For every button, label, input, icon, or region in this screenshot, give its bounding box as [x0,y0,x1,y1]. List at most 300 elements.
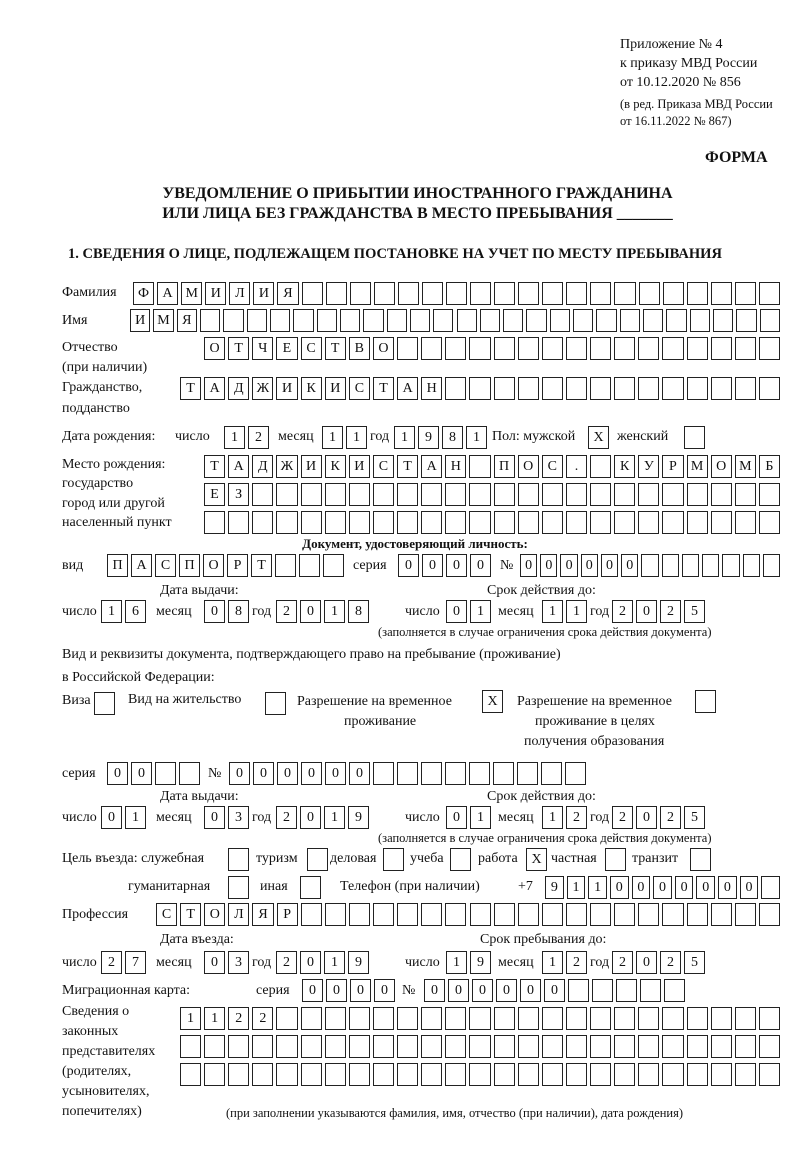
char-cell[interactable] [702,554,719,577]
char-cell[interactable] [397,483,418,506]
char-cell[interactable] [638,903,659,926]
char-cell[interactable] [252,511,273,534]
char-cell[interactable] [518,377,539,400]
char-cell[interactable] [566,1007,587,1030]
char-cell[interactable]: 1 [125,806,146,829]
char-cell[interactable] [397,762,418,785]
char-cell[interactable] [421,1063,442,1086]
char-cell[interactable]: 0 [398,554,419,577]
char-cell[interactable]: 1 [324,806,345,829]
char-cell[interactable] [494,282,515,305]
char-cell[interactable] [542,1007,563,1030]
char-cell[interactable] [493,762,514,785]
char-cell[interactable] [743,554,760,577]
char-cell[interactable] [397,511,418,534]
char-cell[interactable] [518,1063,539,1086]
reps-line2-cells[interactable] [180,1035,783,1058]
char-cell[interactable]: 5 [684,951,705,974]
char-cell[interactable] [566,282,587,305]
char-cell[interactable] [614,1035,635,1058]
char-cell[interactable] [445,483,466,506]
char-cell[interactable]: М [687,455,708,478]
char-cell[interactable] [299,554,320,577]
char-cell[interactable] [179,762,200,785]
char-cell[interactable]: 0 [470,554,491,577]
char-cell[interactable] [662,1035,683,1058]
char-cell[interactable] [276,511,297,534]
char-cell[interactable]: 2 [248,426,269,449]
char-cell[interactable]: 0 [131,762,152,785]
char-cell[interactable]: А [204,377,225,400]
char-cell[interactable] [711,377,732,400]
char-cell[interactable]: 0 [446,554,467,577]
trp-edu-checkbox[interactable] [695,690,716,713]
char-cell[interactable]: Ж [276,455,297,478]
char-cell[interactable] [542,483,563,506]
char-cell[interactable] [590,282,611,305]
char-cell[interactable] [387,309,407,332]
char-cell[interactable] [494,1035,515,1058]
char-cell[interactable] [480,309,500,332]
char-cell[interactable] [639,282,660,305]
char-cell[interactable]: 0 [653,876,672,899]
char-cell[interactable] [518,483,539,506]
char-cell[interactable]: П [179,554,200,577]
char-cell[interactable] [422,282,443,305]
char-cell[interactable]: 5 [684,806,705,829]
char-cell[interactable] [565,762,586,785]
char-cell[interactable]: 8 [348,600,369,623]
char-cell[interactable] [469,1035,490,1058]
char-cell[interactable]: И [349,455,370,478]
char-cell[interactable]: 0 [496,979,517,1002]
residence-permit-checkbox[interactable] [265,692,286,715]
stay-issue-month-cells[interactable] [204,806,252,829]
char-cell[interactable] [373,1063,394,1086]
char-cell[interactable] [204,1035,225,1058]
char-cell[interactable] [566,511,587,534]
char-cell[interactable]: Я [252,903,273,926]
char-cell[interactable]: И [205,282,226,305]
char-cell[interactable] [301,1007,322,1030]
visa-checkbox[interactable] [94,692,115,715]
char-cell[interactable]: К [325,455,346,478]
char-cell[interactable]: 0 [448,979,469,1002]
id-valid-year-cells[interactable] [612,600,708,623]
char-cell[interactable] [687,1063,708,1086]
char-cell[interactable] [445,511,466,534]
char-cell[interactable] [590,337,611,360]
char-cell[interactable] [662,903,683,926]
char-cell[interactable]: 0 [253,762,274,785]
char-cell[interactable] [363,309,383,332]
char-cell[interactable] [374,282,395,305]
name-cells[interactable] [130,309,783,332]
char-cell[interactable] [469,337,490,360]
char-cell[interactable] [590,455,611,478]
char-cell[interactable]: И [276,377,297,400]
char-cell[interactable]: А [397,377,418,400]
char-cell[interactable] [590,903,611,926]
char-cell[interactable] [180,1063,201,1086]
char-cell[interactable]: Н [421,377,442,400]
birthplace-line2-cells[interactable] [204,483,783,506]
char-cell[interactable]: 0 [560,554,577,577]
char-cell[interactable]: 0 [424,979,445,1002]
char-cell[interactable]: 2 [566,806,587,829]
char-cell[interactable] [638,511,659,534]
purpose-private-checkbox[interactable] [605,848,626,871]
char-cell[interactable]: С [542,455,563,478]
char-cell[interactable] [446,282,467,305]
char-cell[interactable]: К [301,377,322,400]
char-cell[interactable]: И [253,282,274,305]
char-cell[interactable]: 1 [466,426,487,449]
char-cell[interactable] [759,337,780,360]
char-cell[interactable] [566,903,587,926]
char-cell[interactable]: Ж [252,377,273,400]
char-cell[interactable] [566,337,587,360]
char-cell[interactable] [711,903,732,926]
char-cell[interactable]: 0 [632,876,651,899]
char-cell[interactable] [638,1063,659,1086]
char-cell[interactable]: Т [228,337,249,360]
char-cell[interactable]: 0 [446,806,467,829]
char-cell[interactable] [247,309,267,332]
char-cell[interactable] [301,1063,322,1086]
char-cell[interactable] [735,903,756,926]
char-cell[interactable] [373,483,394,506]
char-cell[interactable]: 2 [612,600,633,623]
char-cell[interactable] [640,979,661,1002]
char-cell[interactable] [421,483,442,506]
char-cell[interactable] [252,483,273,506]
purpose-other-checkbox[interactable] [300,876,321,899]
char-cell[interactable]: 1 [346,426,367,449]
char-cell[interactable]: 1 [324,600,345,623]
char-cell[interactable]: В [349,337,370,360]
char-cell[interactable] [445,1063,466,1086]
char-cell[interactable] [494,1007,515,1030]
char-cell[interactable] [614,1063,635,1086]
char-cell[interactable] [542,511,563,534]
char-cell[interactable] [682,554,699,577]
reps-line1-cells[interactable] [180,1007,783,1030]
char-cell[interactable]: 0 [636,600,657,623]
char-cell[interactable] [662,483,683,506]
char-cell[interactable] [664,979,685,1002]
char-cell[interactable] [293,309,313,332]
char-cell[interactable]: 1 [470,600,491,623]
char-cell[interactable] [763,554,780,577]
char-cell[interactable] [641,554,658,577]
char-cell[interactable]: 0 [229,762,250,785]
char-cell[interactable] [666,309,686,332]
char-cell[interactable] [662,337,683,360]
char-cell[interactable] [713,309,733,332]
char-cell[interactable] [397,1007,418,1030]
char-cell[interactable] [373,762,394,785]
char-cell[interactable]: 9 [470,951,491,974]
char-cell[interactable]: И [325,377,346,400]
birth-month-cells[interactable] [322,426,370,449]
char-cell[interactable] [590,377,611,400]
char-cell[interactable] [302,282,323,305]
char-cell[interactable]: 0 [374,979,395,1002]
char-cell[interactable]: 1 [204,1007,225,1030]
char-cell[interactable] [276,1007,297,1030]
char-cell[interactable]: 0 [350,979,371,1002]
char-cell[interactable]: Е [276,337,297,360]
char-cell[interactable] [301,483,322,506]
char-cell[interactable]: З [228,483,249,506]
birth-day-cells[interactable] [224,426,272,449]
id-issue-month-cells[interactable] [204,600,252,623]
char-cell[interactable] [275,554,296,577]
char-cell[interactable] [397,337,418,360]
char-cell[interactable]: 1 [542,951,563,974]
char-cell[interactable] [494,511,515,534]
char-cell[interactable] [687,1007,708,1030]
char-cell[interactable] [687,1035,708,1058]
char-cell[interactable] [349,1063,370,1086]
char-cell[interactable] [662,1007,683,1030]
char-cell[interactable] [662,377,683,400]
char-cell[interactable] [550,309,570,332]
stay-until-month-cells[interactable] [542,951,590,974]
char-cell[interactable] [614,337,635,360]
char-cell[interactable] [373,1007,394,1030]
stay-issue-day-cells[interactable] [101,806,149,829]
char-cell[interactable]: Л [229,282,250,305]
char-cell[interactable]: 5 [684,600,705,623]
char-cell[interactable]: 1 [542,600,563,623]
char-cell[interactable]: Е [204,483,225,506]
char-cell[interactable] [643,309,663,332]
char-cell[interactable] [252,1063,273,1086]
char-cell[interactable]: А [157,282,178,305]
char-cell[interactable]: И [301,455,322,478]
char-cell[interactable]: Л [228,903,249,926]
char-cell[interactable]: . [566,455,587,478]
birthplace-line1-cells[interactable] [204,455,783,478]
char-cell[interactable]: У [638,455,659,478]
char-cell[interactable] [325,903,346,926]
char-cell[interactable] [323,554,344,577]
char-cell[interactable] [445,337,466,360]
char-cell[interactable]: 2 [566,951,587,974]
char-cell[interactable] [397,1063,418,1086]
char-cell[interactable] [317,309,337,332]
char-cell[interactable]: 9 [348,806,369,829]
char-cell[interactable]: Т [180,903,201,926]
char-cell[interactable] [325,1007,346,1030]
char-cell[interactable] [325,1035,346,1058]
char-cell[interactable]: 0 [544,979,565,1002]
char-cell[interactable] [470,282,491,305]
char-cell[interactable]: Т [325,337,346,360]
purpose-tourism-checkbox[interactable] [307,848,328,871]
char-cell[interactable]: 3 [228,806,249,829]
char-cell[interactable] [228,511,249,534]
char-cell[interactable] [687,282,708,305]
char-cell[interactable] [735,1007,756,1030]
char-cell[interactable] [662,511,683,534]
char-cell[interactable] [590,483,611,506]
char-cell[interactable]: Т [180,377,201,400]
char-cell[interactable] [200,309,220,332]
char-cell[interactable]: 2 [276,600,297,623]
char-cell[interactable]: 2 [612,951,633,974]
char-cell[interactable] [494,483,515,506]
migration-number-cells[interactable] [424,979,688,1002]
char-cell[interactable] [690,309,710,332]
char-cell[interactable] [518,1035,539,1058]
id-valid-month-cells[interactable] [542,600,590,623]
char-cell[interactable]: П [107,554,128,577]
char-cell[interactable] [711,1035,732,1058]
purpose-transit-checkbox[interactable] [690,848,711,871]
char-cell[interactable] [301,1035,322,1058]
char-cell[interactable] [223,309,243,332]
char-cell[interactable]: С [156,903,177,926]
char-cell[interactable]: Н [445,455,466,478]
stay-valid-day-cells[interactable] [446,806,494,829]
id-valid-day-cells[interactable] [446,600,494,623]
char-cell[interactable]: 1 [542,806,563,829]
char-cell[interactable]: К [614,455,635,478]
char-cell[interactable]: 0 [301,762,322,785]
char-cell[interactable] [349,511,370,534]
char-cell[interactable]: 2 [276,806,297,829]
char-cell[interactable] [397,1035,418,1058]
char-cell[interactable]: Ф [133,282,154,305]
char-cell[interactable]: О [711,455,732,478]
char-cell[interactable] [687,377,708,400]
char-cell[interactable] [180,1035,201,1058]
char-cell[interactable] [663,282,684,305]
char-cell[interactable] [759,1007,780,1030]
char-cell[interactable] [276,1035,297,1058]
char-cell[interactable]: Д [252,455,273,478]
char-cell[interactable] [349,1035,370,1058]
char-cell[interactable] [204,1063,225,1086]
char-cell[interactable] [470,903,491,926]
char-cell[interactable]: 0 [422,554,443,577]
char-cell[interactable] [301,511,322,534]
char-cell[interactable] [445,903,466,926]
char-cell[interactable] [542,903,563,926]
stay-number-cells[interactable] [229,762,589,785]
char-cell[interactable] [687,903,708,926]
char-cell[interactable] [457,309,477,332]
char-cell[interactable]: 0 [601,554,618,577]
id-issue-day-cells[interactable] [101,600,149,623]
char-cell[interactable] [421,903,442,926]
char-cell[interactable] [736,309,756,332]
char-cell[interactable] [566,1063,587,1086]
char-cell[interactable] [662,554,679,577]
char-cell[interactable] [638,1035,659,1058]
char-cell[interactable] [494,903,515,926]
char-cell[interactable] [518,1007,539,1030]
char-cell[interactable] [711,282,732,305]
char-cell[interactable] [735,377,756,400]
char-cell[interactable] [276,1063,297,1086]
char-cell[interactable]: 2 [660,951,681,974]
char-cell[interactable]: 2 [252,1007,273,1030]
char-cell[interactable] [349,1007,370,1030]
entry-month-cells[interactable] [204,951,252,974]
char-cell[interactable] [270,309,290,332]
char-cell[interactable] [566,483,587,506]
char-cell[interactable] [542,282,563,305]
char-cell[interactable]: 1 [324,951,345,974]
char-cell[interactable] [638,1007,659,1030]
char-cell[interactable]: 1 [566,600,587,623]
char-cell[interactable] [469,1063,490,1086]
char-cell[interactable]: А [131,554,152,577]
char-cell[interactable] [687,483,708,506]
char-cell[interactable] [469,455,490,478]
char-cell[interactable] [373,1035,394,1058]
stay-valid-year-cells[interactable] [612,806,708,829]
id-number-cells[interactable] [520,554,783,577]
char-cell[interactable] [735,1035,756,1058]
char-cell[interactable] [759,903,780,926]
migration-series-cells[interactable] [302,979,398,1002]
char-cell[interactable] [349,903,370,926]
char-cell[interactable]: 2 [612,806,633,829]
char-cell[interactable] [542,1035,563,1058]
char-cell[interactable] [252,1035,273,1058]
char-cell[interactable] [228,1063,249,1086]
char-cell[interactable] [759,1063,780,1086]
stay-valid-month-cells[interactable] [542,806,590,829]
char-cell[interactable] [542,337,563,360]
char-cell[interactable] [526,309,546,332]
char-cell[interactable] [421,762,442,785]
char-cell[interactable] [614,483,635,506]
char-cell[interactable]: 0 [204,806,225,829]
char-cell[interactable]: 0 [740,876,759,899]
char-cell[interactable] [445,377,466,400]
char-cell[interactable] [735,483,756,506]
char-cell[interactable] [228,1035,249,1058]
char-cell[interactable]: М [181,282,202,305]
char-cell[interactable] [614,511,635,534]
birthplace-line3-cells[interactable] [204,511,783,534]
sex-female-checkbox[interactable] [684,426,705,449]
char-cell[interactable]: 9 [545,876,564,899]
char-cell[interactable] [711,1063,732,1086]
char-cell[interactable] [568,979,589,1002]
char-cell[interactable]: Т [204,455,225,478]
char-cell[interactable]: 0 [349,762,370,785]
patronymic-cells[interactable] [204,337,783,360]
char-cell[interactable] [735,511,756,534]
id-series-cells[interactable] [398,554,494,577]
char-cell[interactable]: 9 [348,951,369,974]
char-cell[interactable] [620,309,640,332]
char-cell[interactable] [445,762,466,785]
stay-series-cells[interactable] [107,762,203,785]
purpose-business-checkbox[interactable] [383,848,404,871]
char-cell[interactable]: 0 [520,554,537,577]
char-cell[interactable]: 7 [125,951,146,974]
char-cell[interactable]: Я [277,282,298,305]
char-cell[interactable]: 8 [442,426,463,449]
